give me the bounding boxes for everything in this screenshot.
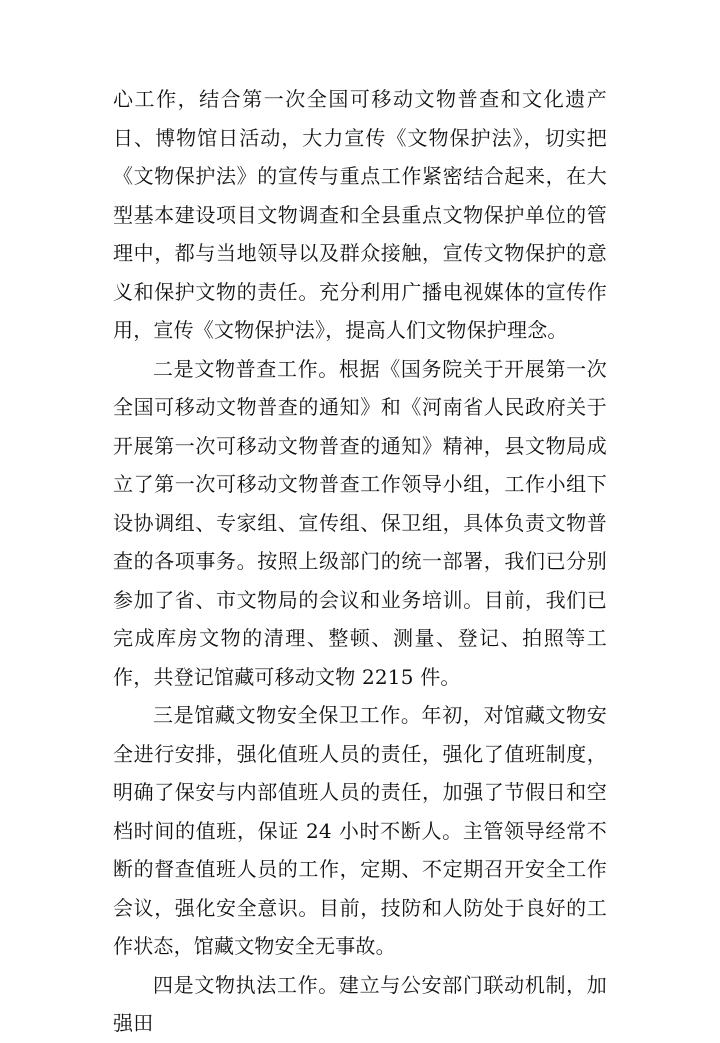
paragraph-continued: 心工作，结合第一次全国可移动文物普查和文化遗产日、博物馆日活动，大力宣传《文物保护法》，切实把《文物保护法》的宣传与重点工作紧密结合起来，在大型基本建设项目文物调查和全县重点文物保护单位的管理中，都与当地领导以及群众接触，宣传文物保护的意义和保护文物的责任。充分利用广播电视媒体的宣传作用，宣传《文物保护法》，提高人们文物保护理念。 — [113, 87, 607, 342]
paragraph-collection-security: 三是馆藏文物安全保卫工作。年初，对馆藏文物安全进行安排，强化值班人员的责任，强化了值班制度，明确了保安与内部值班人员的责任，加强了节假日和空档时间的值班，保证 24 小时不断人。主管领导经常不断的督查值班人员的工作，定期、不定期召开安全工作会议，强化安全意识。目前，技防和人防处于良好的工作状态，馆藏文物安全无事故。 — [113, 703, 607, 958]
paragraph-cultural-relic-survey: 二是文物普查工作。根据《国务院关于开展第一次全国可移动文物普查的通知》和《河南省人民政府关于开展第一次可移动文物普查的通知》精神，县文物局成立了第一次可移动文物普查工作领导小组，工作小组下设协调组、专家组、宣传组、保卫组，具体负责文物普查的各项事务。按照上级部门的统一部署，我们已分别参加了省、市文物局的会议和业务培训。目前，我们已完成库房文物的清理、整顿、测量、登记、拍照等工作，共登记馆藏可移动文物 2215 件。 — [113, 356, 607, 689]
paragraph-law-enforcement: 四是文物执法工作。建立与公安部门联动机制，加强田 — [113, 972, 607, 1035]
document-body — [113, 80, 607, 1043]
